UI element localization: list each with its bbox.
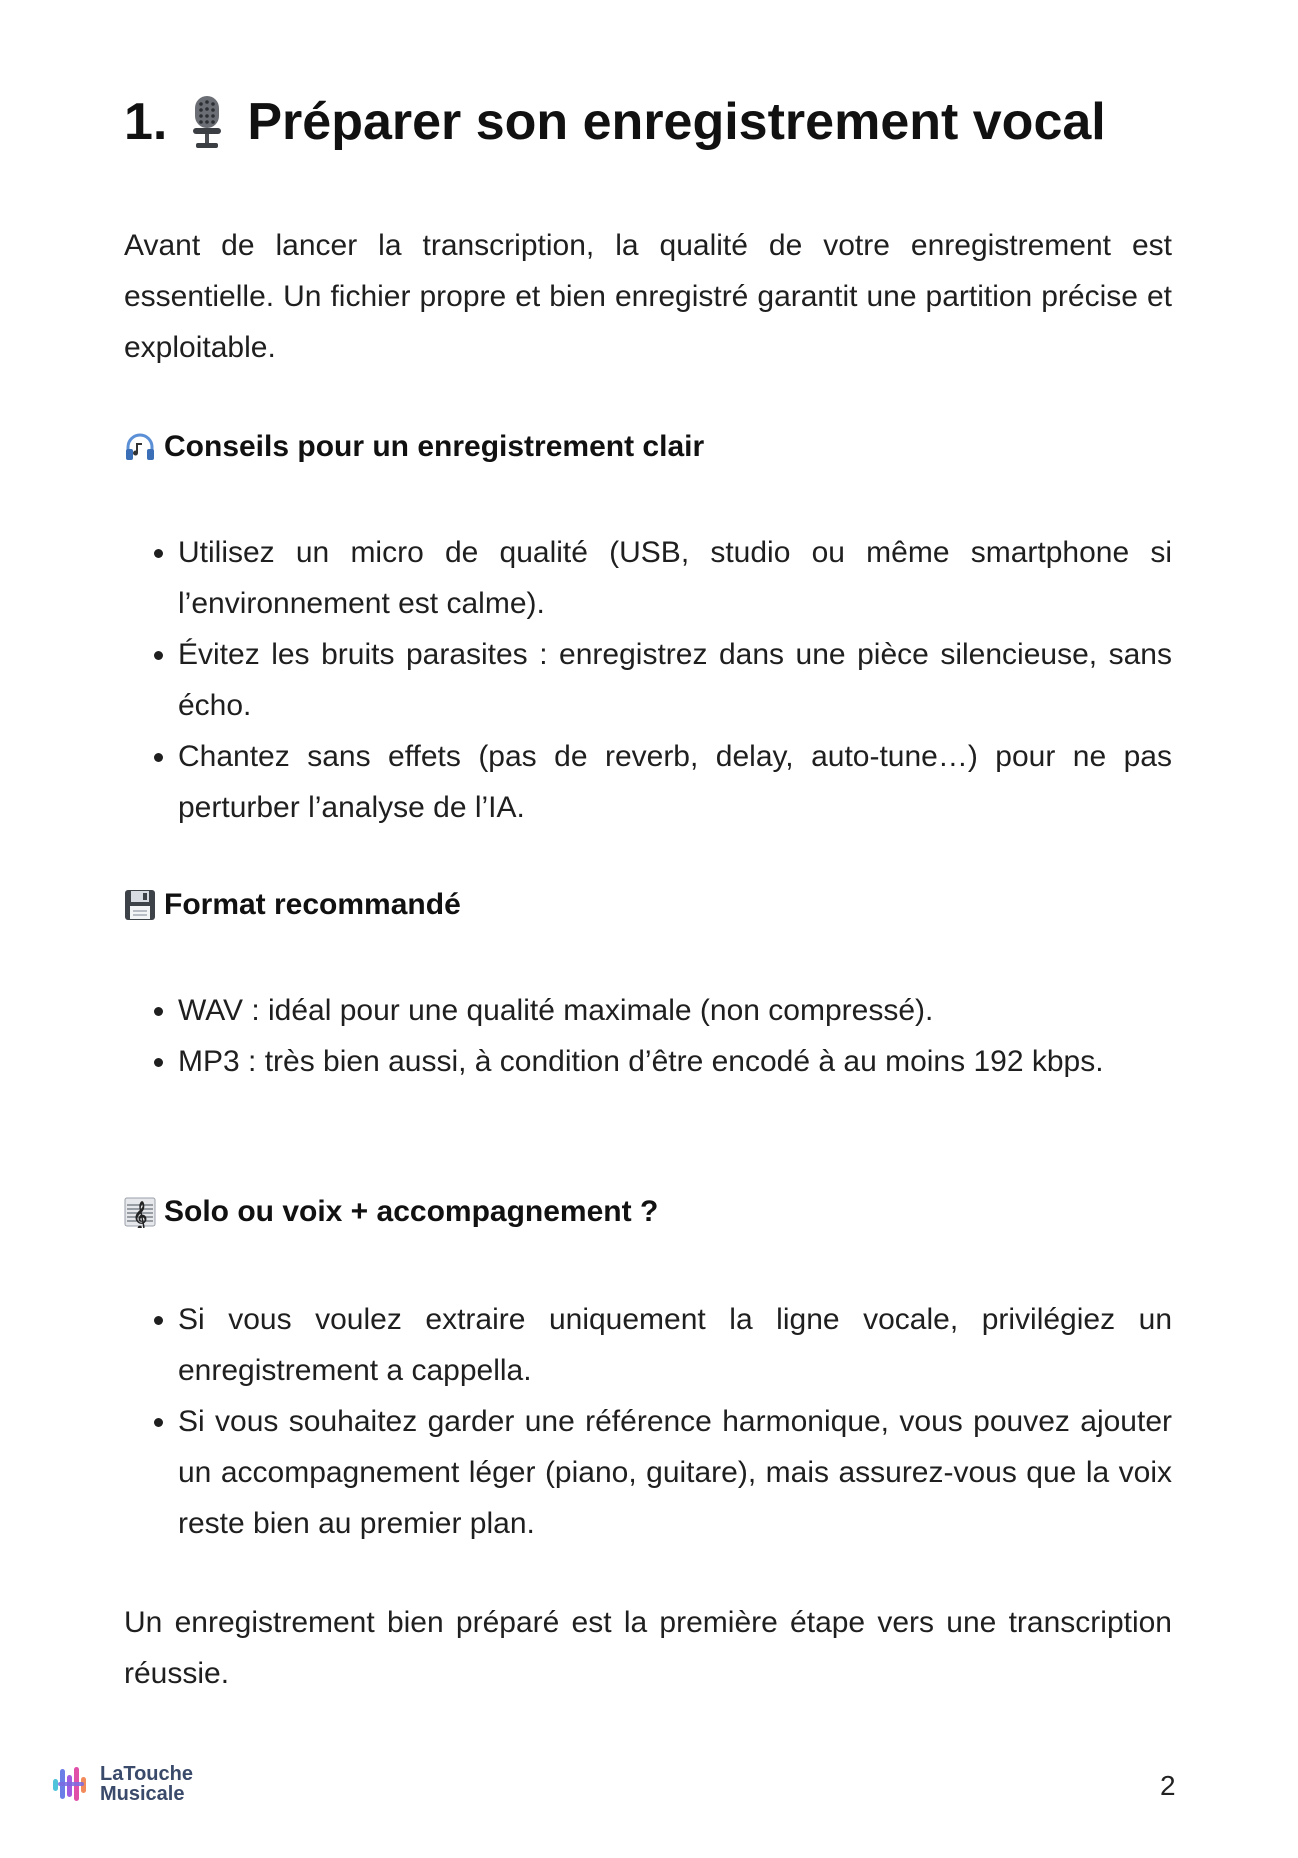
conclusion-paragraph: Un enregistrement bien préparé est la première étape vers une transcription réussie. [124,1606,1172,1690]
list-item: Si vous souhaitez garder une référence harmonique, vous pouvez ajouter un accompagnement léger (piano, guitare), mais assurez-vous que la voix reste bien au premier plan. [124,1396,1172,1549]
list-item: MP3 : très bien aussi, à condition d’être encodé à au moins 192 kbps. [124,1036,1172,1087]
list-item: Chantez sans effets (pas de reverb, delay, auto-tune…) pour ne pas perturber l’analyse de l’IA. [124,731,1172,833]
page-number: 2 [1160,1770,1176,1801]
section-number: 1. [124,93,168,151]
section-heading-text: Solo ou voix + accompagnement ? [164,1195,659,1228]
format-list [124,985,1172,1087]
section-heading-solo [124,1195,658,1229]
list-item: Évitez les bruits parasites : enregistrez dans une pièce silencieuse, sans écho. [124,629,1172,731]
tips-list [124,527,1172,833]
musical-score-icon [124,1196,156,1228]
page-title-text: Préparer son enregistrement vocal [247,93,1106,151]
brand-name [100,1764,193,1804]
floppy-disk-icon [124,889,156,921]
section-heading-text: Conseils pour un enregistrement clair [164,430,705,463]
brand-name-line1: LaTouche [100,1763,193,1785]
section-heading-conseils [124,430,704,464]
list-item: Utilisez un micro de qualité (USB, studio ou même smartphone si l’environnement est calme). [124,527,1172,629]
list-item: WAV : idéal pour une qualité maximale (non compressé). [124,985,1172,1036]
solo-list [124,1294,1172,1549]
svg-text:𝄞: 𝄞 [133,1201,148,1228]
section-heading-text: Format recommandé [164,888,461,921]
list-item: Si vous voulez extraire uniquement la ligne vocale, privilégiez un enregistrement a cappella. [124,1294,1172,1396]
section-heading-format [124,888,461,922]
brand-logo [50,1763,193,1805]
brand-name-line2: Musicale [100,1783,185,1805]
page-title [124,92,1106,152]
intro-paragraph: Avant de lancer la transcription, la qualité de votre enregistrement est essentielle. Un fichier propre et bien enregistré garantit une partition précise et exploitable. [124,229,1172,364]
microphone-icon [187,94,227,150]
headphones-icon [124,431,156,463]
logo-mark-icon [50,1763,92,1805]
